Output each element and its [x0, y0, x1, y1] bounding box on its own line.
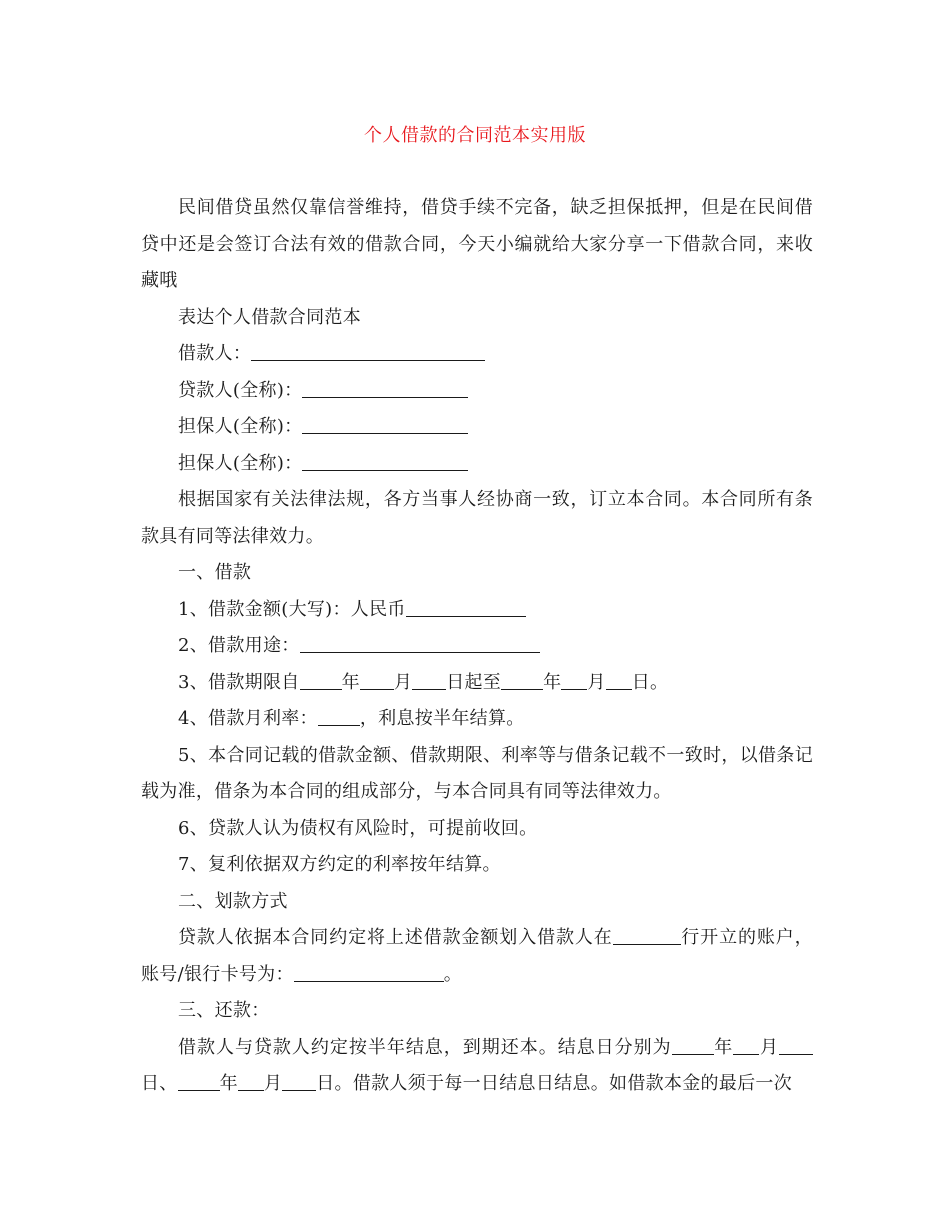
interest-day-blank-1 — [779, 1032, 813, 1055]
item-2-label: 2、借款用途： — [178, 635, 300, 656]
section-2-text-end: 。 — [443, 963, 463, 985]
month-label: 月 — [393, 671, 413, 693]
end-day-blank — [606, 667, 632, 690]
year-label: 年 — [341, 671, 360, 693]
end-month-blank — [561, 667, 587, 690]
item-4-line — [141, 701, 813, 738]
guarantor-label-1: 担保人(全称)： — [178, 416, 303, 437]
interest-year-blank-2 — [178, 1068, 220, 1091]
account-blank — [294, 959, 444, 982]
document-body — [141, 190, 813, 1103]
interest-year-blank-1 — [672, 1032, 714, 1055]
day-label: 日起至 — [446, 671, 502, 693]
year-label: 年 — [713, 1036, 734, 1058]
intro-paragraph: 民间借贷虽然仅靠信誉维持，借贷手续不完备，缺乏担保抵押，但是在民间借贷中还是会签订合法有效的借款合同，今天小编就给大家分享一下借款合同，来收藏哦 — [141, 197, 813, 291]
item-4-text-end: ，利息按半年结算。 — [359, 708, 525, 729]
amount-blank — [406, 594, 526, 617]
start-year-blank — [300, 667, 342, 690]
start-day-blank — [412, 667, 446, 690]
purpose-blank — [300, 630, 540, 653]
month-label: 月 — [587, 671, 606, 693]
item-1-label: 1、借款金额(大写)：人民币 — [178, 598, 406, 620]
lender-line — [141, 373, 813, 410]
section-2-paragraph — [141, 920, 813, 993]
item-3-line — [141, 665, 813, 702]
item-6-line: 6、贷款人认为债权有风险时，可提前收回。 — [178, 817, 538, 839]
section-2-heading: 二、划款方式 — [178, 890, 288, 912]
interest-month-blank-2 — [238, 1068, 264, 1091]
section-3-paragraph — [141, 1030, 813, 1103]
borrower-blank — [251, 338, 485, 361]
guarantor-blank-2 — [302, 448, 468, 471]
month-label: 月 — [263, 1073, 283, 1094]
item-7-line: 7、复利依据双方约定的利率按年结算。 — [178, 854, 501, 875]
item-5-paragraph: 5、本合同记载的借款金额、借款期限、利率等与借条记载不一致时，以借条记载为准，借条为本合同的组成部分，与本合同具有同等法律效力。 — [141, 744, 813, 802]
lender-blank — [302, 375, 468, 398]
guarantor-line-2 — [141, 446, 813, 483]
subtitle: 表达个人借款合同范本 — [178, 306, 361, 328]
year-label: 年 — [219, 1073, 238, 1094]
document-title: 个人借款的合同范本实用版 — [364, 125, 586, 146]
rate-blank — [318, 703, 360, 726]
guarantor-blank-1 — [302, 411, 468, 434]
section-1-heading: 一、借款 — [178, 562, 252, 583]
year-label: 年 — [543, 671, 562, 693]
start-month-blank — [360, 667, 394, 690]
item-3-text: 3、借款期限自 — [178, 671, 300, 693]
section-2-text: 贷款人依据本合同约定将上述借款金额划入借款人在 — [178, 927, 613, 948]
section-2-text-mid: 行开立的账户，账号/银行卡号为： — [141, 927, 813, 985]
guarantor-line-1 — [141, 409, 813, 446]
interest-month-blank-1 — [733, 1032, 759, 1055]
end-year-blank — [501, 667, 543, 690]
interest-day-blank-2 — [282, 1068, 316, 1091]
day-label: 日。 — [631, 671, 669, 693]
section-3-heading: 三、还款： — [178, 1000, 270, 1021]
item-1-line — [141, 592, 813, 629]
guarantor-label-2: 担保人(全称)： — [178, 452, 303, 474]
borrower-line — [141, 336, 813, 373]
bank-blank — [613, 922, 681, 945]
preamble-paragraph: 根据国家有关法律法规，各方当事人经协商一致，订立本合同。本合同所有条款具有同等法律效力。 — [141, 489, 813, 547]
item-2-line — [141, 628, 813, 665]
borrower-label: 借款人： — [178, 343, 252, 364]
section-3-text: 借款人与贷款人约定按半年结息，到期还本。结息日分别为 — [178, 1036, 672, 1058]
item-4-text: 4、借款月利率： — [178, 708, 318, 729]
section-3-text-end: 日。借款人须于每一日结息日结息。如借款本金的最后一次 — [316, 1073, 793, 1094]
day-label: 日、 — [141, 1073, 178, 1094]
month-label: 月 — [759, 1036, 779, 1058]
lender-label: 贷款人(全称)： — [178, 379, 303, 401]
